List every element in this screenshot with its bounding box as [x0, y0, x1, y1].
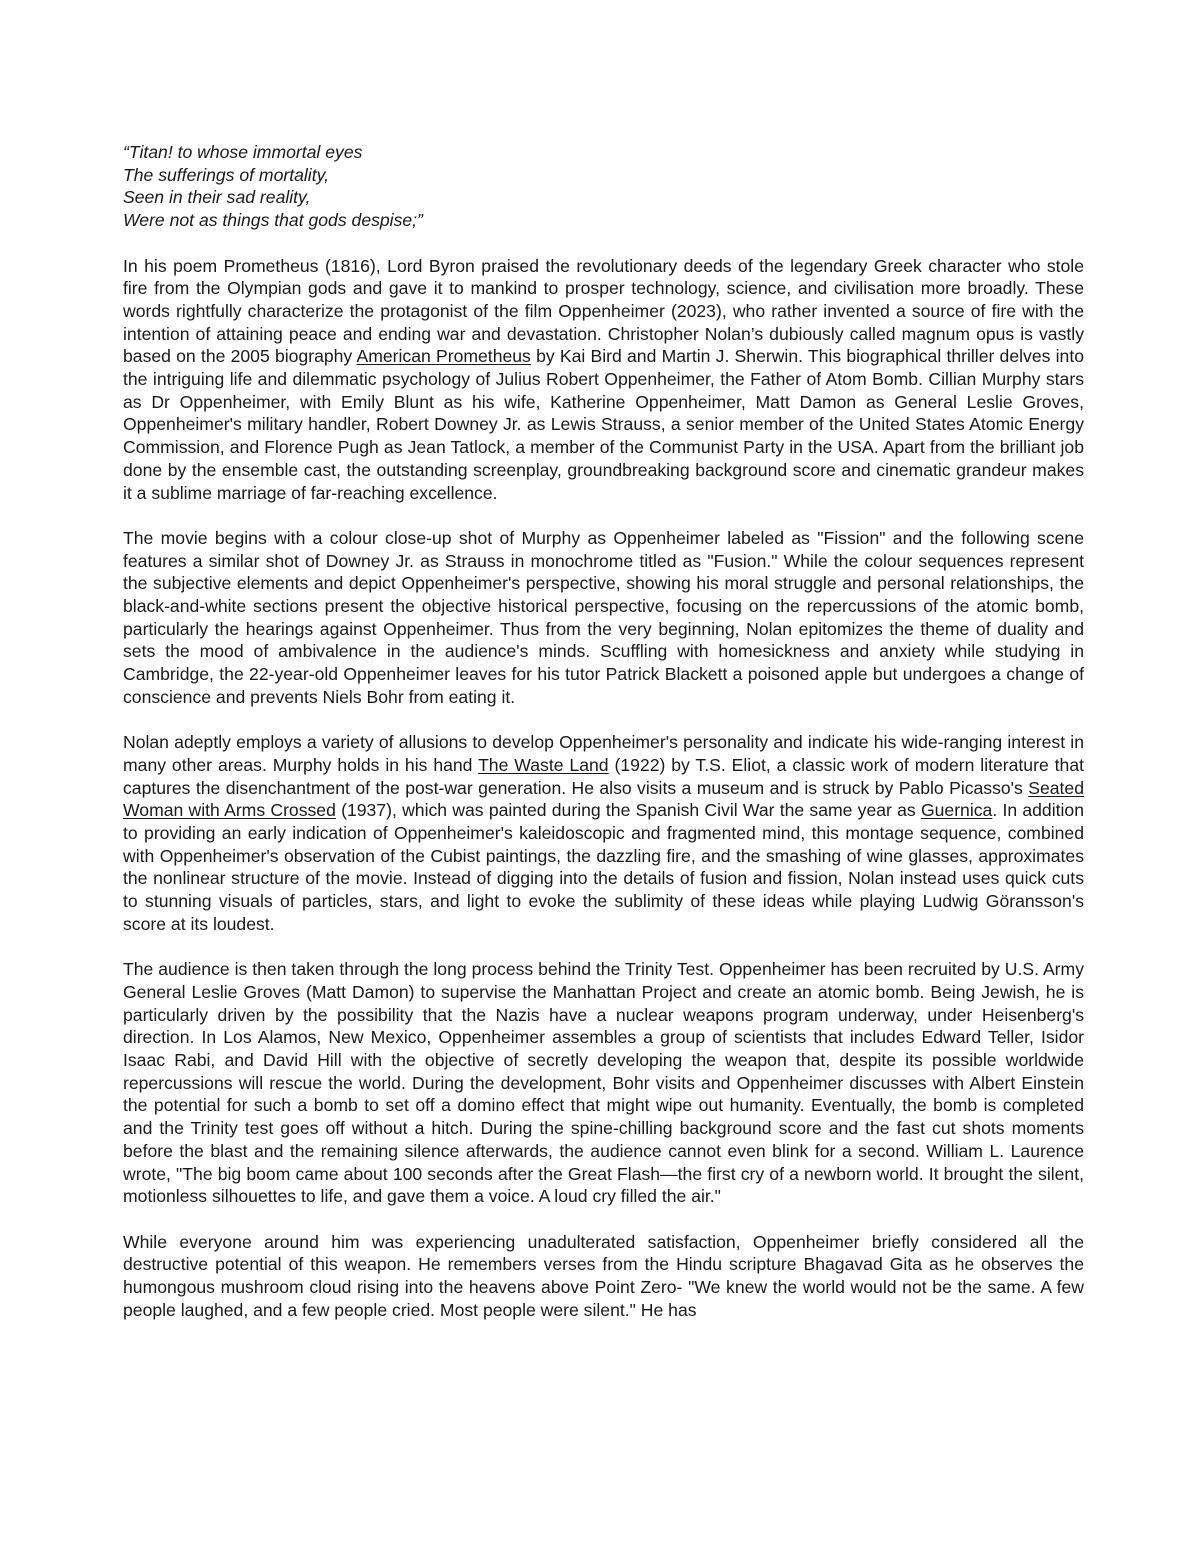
- paragraph-opening-scene: [123, 527, 1084, 709]
- title-seated-woman: Seated Woman with Arms Crossed: [123, 777, 1084, 821]
- epigraph-line: The sufferings of mortality,: [123, 164, 329, 185]
- epigraph-line: “Titan! to whose immortal eyes: [123, 142, 363, 162]
- paragraph-text: (1922) by T.S. Eliot, a classic work of modern literature that captures the disenchantment of the post-war generation. He also visits a museum and is struck by Pablo Picasso's: [123, 754, 1084, 798]
- paragraph-text: The audience is then taken through the long process behind the Trinity Test. Oppenheimer has been recruited by U.S. Army General Leslie Groves (Matt Damon) to supervise the Manhattan Project and create an atomic bomb. Being Jewish, he is particularly driven by the possibility that the Nazis have a nuclear weapons program underway, under Heisenberg's direction. In Los Alamos, New Mexico, Oppenheimer assembles a group of scientists that includes Edward Teller, Isidor Isaac Rabi, and David Hill with the objective of secretly developing the weapon that, despite its possible worldwide repercussions will rescue the world. During the development, Bohr visits and Oppenheimer discusses with Albert Einstein the potential for such a bomb to set off a domino effect that might wipe out humanity. Eventually, the bomb is completed and the Trinity test goes off without a hitch. During the spine-chilling background score and the fast cut shots moments before the blast and the remaining silence afterwards, the audience cannot even blink for a second. William L. Laurence wrote, "The big boom came about 100 seconds after the Great Flash—the first cry of a newborn world. It brought the silent, motionless silhouettes to life, and gave them a voice. A loud cry filled the air.": [123, 959, 1084, 1207]
- epigraph: [123, 141, 1084, 232]
- paragraph-text: (1937), which was painted during the Spanish Civil War the same year as: [335, 800, 921, 821]
- epigraph-line: Were not as things that gods despise;”: [123, 210, 423, 231]
- paragraph-text: . In addition to providing an early indication of Oppenheimer's kaleidoscopic and fragmented mind, this montage sequence, combined with Oppenheimer's observation of the Cubist paintings, the dazzling fire, and the smashing of wine glasses, approximates the nonlinear structure of the movie. Instead of digging into the details of fusion and fission, Nolan instead uses quick cuts to stunning visuals of particles, stars, and light to evoke the sublimity of these ideas while playing Ludwig Göransson's score at its loudest.: [123, 800, 1084, 934]
- paragraph-text: by Kai Bird and Martin J. Sherwin. This biographical thriller delves into the intriguing life and dilemmatic psychology of Julius Robert Oppenheimer, the Father of Atom Bomb. Cillian Murphy stars as Dr Oppenheimer, with Emily Blunt as his wife, Katherine Oppenheimer, Matt Damon as General Leslie Groves, Oppenheimer's military handler, Robert Downey Jr. as Lewis Strauss, a senior member of the United States Atomic Energy Commission, and Florence Pugh as Jean Tatlock, a member of the Communist Party in the USA. Apart from the brilliant job done by the ensemble cast, the outstanding screenplay, groundbreaking background score and cinematic grandeur makes it a sublime marriage of far-reaching excellence.: [123, 346, 1084, 503]
- document-page: [123, 141, 1084, 1344]
- epigraph-line: Seen in their sad reality,: [123, 187, 311, 208]
- paragraph-text: While everyone around him was experiencing unadulterated satisfaction, Oppenheimer briefly considered all the destructive potential of this weapon. He remembers verses from the Hindu scripture Bhagavad Gita as he observes the humongous mushroom cloud rising into the heavens above Point Zero- "We knew the world would not be the same. A few people laughed, and a few people cried. Most people were silent." He has: [123, 1231, 1084, 1320]
- title-the-waste-land: The Waste Land: [478, 754, 609, 775]
- paragraph-text: The movie begins with a colour close-up shot of Murphy as Oppenheimer labeled as "Fission" and the following scene features a similar shot of Downey Jr. as Strauss in monochrome titled as "Fusion." While the colour sequences represent the subjective elements and depict Oppenheimer's perspective, showing his moral struggle and personal relationships, the black-and-white sections present the objective historical perspective, focusing on the repercussions of the atomic bomb, particularly the hearings against Oppenheimer. Thus from the very beginning, Nolan epitomizes the theme of duality and sets the mood of ambivalence in the audience's minds. Scuffling with homesickness and anxiety while studying in Cambridge, the 22-year-old Oppenheimer leaves for his tutor Patrick Blackett a poisoned apple but undergoes a change of conscience and prevents Niels Bohr from eating it.: [123, 527, 1084, 707]
- paragraph-aftermath: [123, 1231, 1084, 1322]
- paragraph-intro: [123, 255, 1084, 505]
- paragraph-allusions: [123, 731, 1084, 935]
- book-title-american-prometheus: American Prometheus: [356, 346, 531, 367]
- title-guernica: Guernica: [920, 800, 993, 821]
- paragraph-text: Nolan adeptly employs a variety of allusions to develop Oppenheimer's personality and indicate his wide-ranging interest in many other areas. Murphy holds in his hand: [123, 732, 1084, 775]
- paragraph-text: In his poem Prometheus (1816), Lord Byron praised the revolutionary deeds of the legendary Greek character who stole fire from the Olympian gods and gave it to mankind to prosper technology, science, and civilisation more broadly. These words rightfully characterize the protagonist of the film Oppenheimer (2023), who rather invented a source of fire with the intention of attaining peace and ending war and devastation. Christopher Nolan’s dubiously called magnum opus is vastly based on the 2005 biography: [123, 255, 1084, 367]
- paragraph-trinity-test: [123, 958, 1084, 1208]
